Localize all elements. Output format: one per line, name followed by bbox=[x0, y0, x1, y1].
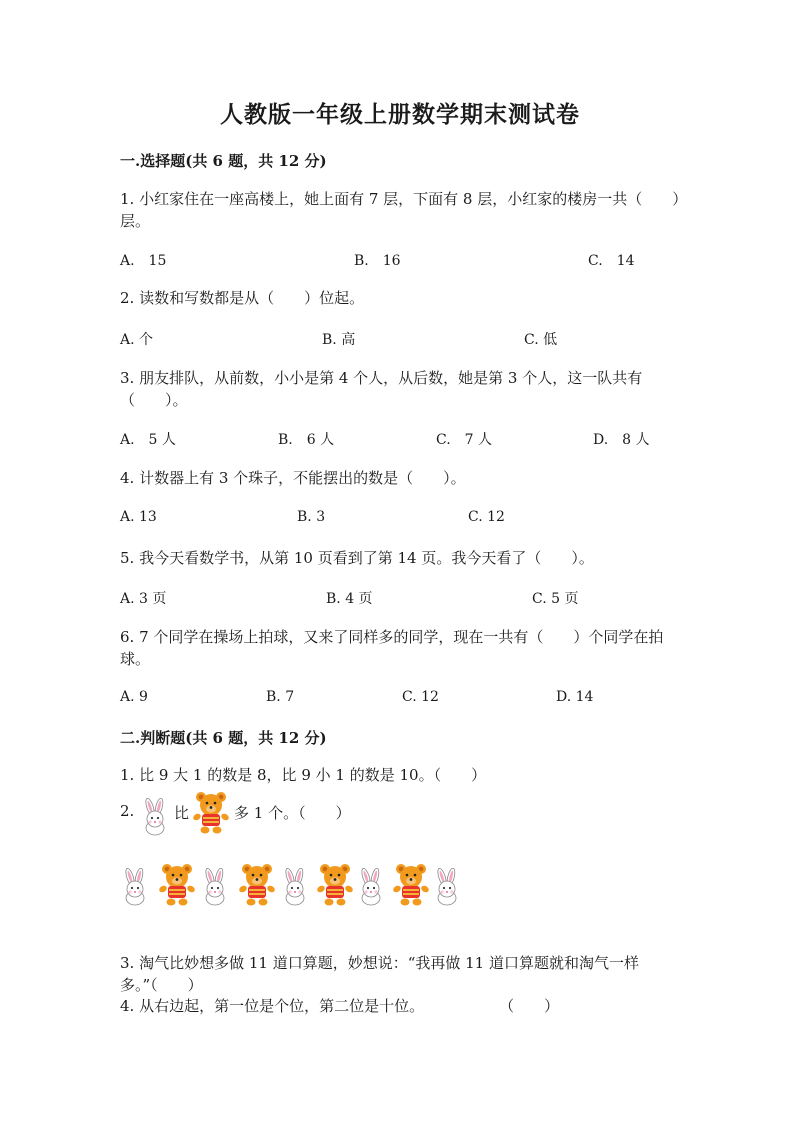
bunny-icon bbox=[200, 868, 230, 906]
q5-option-a[interactable]: A. 3 页 bbox=[120, 591, 167, 607]
bunny-icon bbox=[120, 868, 150, 906]
q5-option-c[interactable]: C. 5 页 bbox=[532, 591, 579, 607]
q3-option-c[interactable]: C. 7 人 bbox=[436, 432, 493, 448]
animal-picture-row bbox=[120, 860, 470, 912]
bunny-icon bbox=[356, 868, 386, 906]
q4-option-b[interactable]: B. 3 bbox=[297, 509, 326, 525]
q1-option-c[interactable]: C. 14 bbox=[588, 253, 635, 269]
q3-option-a[interactable]: A. 5 人 bbox=[120, 432, 176, 448]
question-6-text: 6. 7 个同学在操场上拍球，又来了同样多的同学，现在一共有（ ）个同学在拍球。 bbox=[120, 628, 664, 668]
bunny-icon bbox=[280, 868, 310, 906]
section-heading-choice: 一.选择题(共 6 题，共 12 分) bbox=[120, 152, 327, 170]
q4-option-a[interactable]: A. 13 bbox=[120, 509, 157, 525]
section-heading-judge: 二.判断题(共 6 题，共 12 分) bbox=[120, 729, 327, 747]
judge-question-4-text: 4. 从右边起，第一位是个位，第二位是十位。 （ ） bbox=[120, 997, 560, 1015]
judge-question-2 bbox=[120, 792, 540, 840]
q5-option-b[interactable]: B. 4 页 bbox=[326, 591, 373, 607]
q2-option-a[interactable]: A. 个 bbox=[120, 332, 154, 348]
judge-question-1-text: 1. 比 9 大 1 的数是 8，比 9 小 1 的数是 10。（ ） bbox=[120, 766, 487, 784]
q1-option-b[interactable]: B. 16 bbox=[354, 253, 401, 269]
q2-option-c[interactable]: C. 低 bbox=[524, 332, 558, 348]
bear-icon bbox=[392, 862, 430, 906]
judge-question-2-compare-word: 比 bbox=[174, 804, 190, 822]
question-1-text: 1. 小红家住在一座高楼上，她上面有 7 层，下面有 8 层，小红家的楼房一共（ ）层。 bbox=[120, 190, 680, 230]
question-4-text: 4. 计数器上有 3 个珠子，不能摆出的数是（ ）。 bbox=[120, 469, 466, 487]
judge-question-2-number: 2. bbox=[120, 802, 135, 820]
bunny-icon bbox=[140, 798, 170, 836]
q6-option-d[interactable]: D. 14 bbox=[556, 689, 594, 705]
judge-question-3-text: 3. 淘气比妙想多做 11 道口算题，妙想说：“我再做 11 道口算题就和淘气一样多。”（ ） bbox=[120, 954, 639, 994]
q1-option-a[interactable]: A. 15 bbox=[120, 253, 167, 269]
question-3-text: 3. 朋友排队，从前数，小小是第 4 个人，从后数，她是第 3 个人，这一队共有（ ）。 bbox=[120, 369, 643, 409]
question-2-text: 2. 读数和写数都是从（ ）位起。 bbox=[120, 289, 365, 307]
bunny-icon bbox=[432, 868, 462, 906]
q2-option-b[interactable]: B. 高 bbox=[322, 332, 356, 348]
q3-option-b[interactable]: B. 6 人 bbox=[278, 432, 335, 448]
q4-option-c[interactable]: C. 12 bbox=[468, 509, 505, 525]
q6-option-c[interactable]: C. 12 bbox=[402, 689, 439, 705]
page-title: 人教版一年级上册数学期末测试卷 bbox=[220, 101, 580, 128]
q3-option-d[interactable]: D. 8 人 bbox=[593, 432, 650, 448]
bear-icon bbox=[192, 790, 230, 834]
bear-icon bbox=[158, 862, 196, 906]
bear-icon bbox=[316, 862, 354, 906]
judge-question-2-end: 多 1 个。（ ） bbox=[234, 804, 351, 822]
bear-icon bbox=[238, 862, 276, 906]
question-5-text: 5. 我今天看数学书，从第 10 页看到了第 14 页。我今天看了（ ）。 bbox=[120, 549, 594, 567]
q6-option-b[interactable]: B. 7 bbox=[266, 689, 295, 705]
q6-option-a[interactable]: A. 9 bbox=[120, 689, 148, 705]
